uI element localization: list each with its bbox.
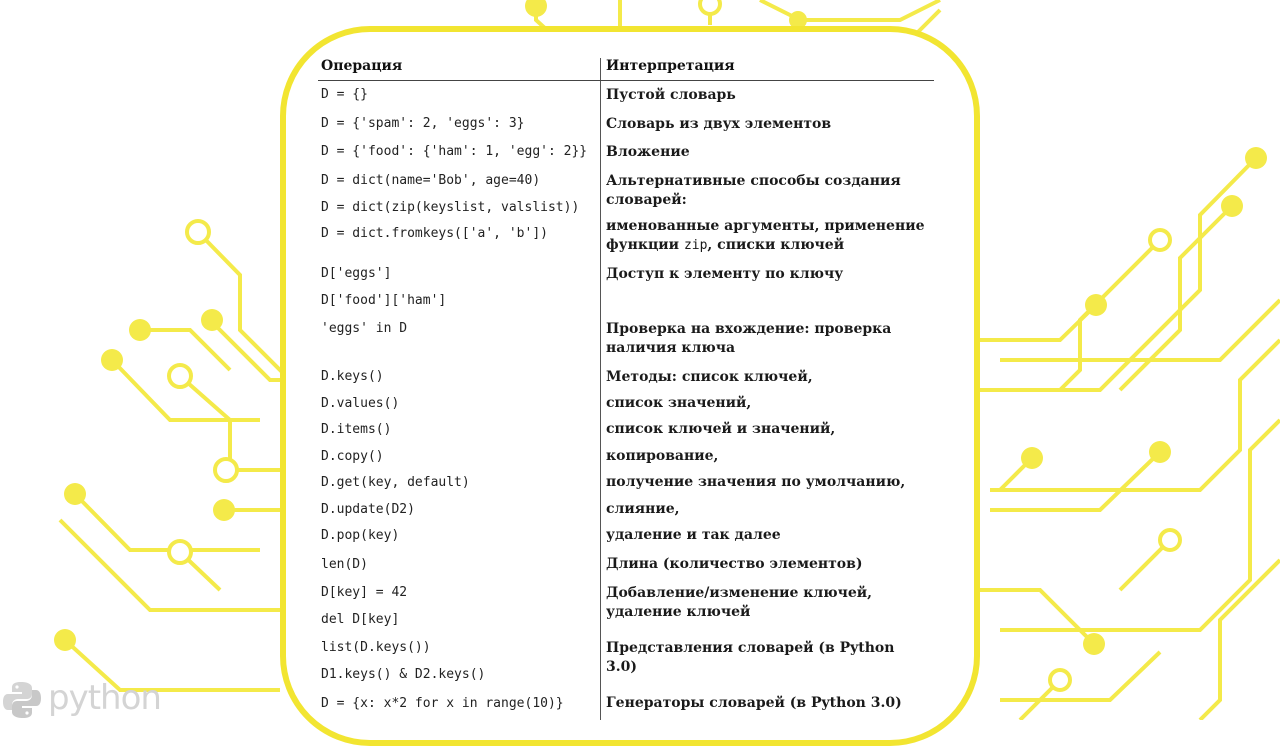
interpretation-row: Методы: список ключей, xyxy=(606,369,813,385)
header-operation: Операция xyxy=(321,58,403,74)
interpretation-row: список значений, xyxy=(606,395,752,411)
interpretation-row: Альтернативные способы создания словарей: xyxy=(606,173,901,208)
op-row: D1.keys() & D2.keys() xyxy=(321,667,486,682)
interpretation-row: Доступ к элементу по ключу xyxy=(606,266,844,282)
op-row: D.values() xyxy=(321,396,400,411)
interpretation-row: копирование, xyxy=(606,448,719,464)
op-row: D.keys() xyxy=(321,369,384,384)
op-row: D = {'spam': 2, 'eggs': 3} xyxy=(321,116,525,131)
op-row: D.get(key, default) xyxy=(321,475,470,490)
python-logo-icon xyxy=(2,680,42,720)
op-row: D = {} xyxy=(321,87,368,102)
op-row: D = dict.fromkeys(['a', 'b']) xyxy=(321,226,548,241)
dictionary-operations-table xyxy=(318,54,934,720)
interpretation-row: получение значения по умолчанию, xyxy=(606,474,906,490)
interpretation-row xyxy=(606,217,926,255)
header-divider xyxy=(318,80,934,81)
interpretation-row: Вложение xyxy=(606,144,690,160)
interpretation-text: именованные аргументы, применение функции xyxy=(606,218,925,253)
interpretation-row: список ключей и значений, xyxy=(606,421,836,437)
op-row: D = dict(zip(keyslist, valslist)) xyxy=(321,200,580,215)
op-row: D[key] = 42 xyxy=(321,585,408,600)
op-row: D = {'food': {'ham': 1, 'egg': 2}} xyxy=(321,144,588,159)
python-logo-text: python xyxy=(48,678,161,718)
op-row: D['eggs'] xyxy=(321,266,392,281)
op-row: D['food']['ham'] xyxy=(321,293,447,308)
interpretation-row: Генераторы словарей (в Python 3.0) xyxy=(606,695,902,711)
interpretation-text: , списки ключей xyxy=(707,237,845,253)
interpretation-row: Словарь из двух элементов xyxy=(606,116,832,132)
op-row: D = dict(name='Bob', age=40) xyxy=(321,173,541,188)
op-row: D.update(D2) xyxy=(321,502,415,517)
op-row: D.pop(key) xyxy=(321,528,400,543)
op-row: D = {x: x*2 for x in range(10)} xyxy=(321,696,564,711)
interpretation-row: Пустой словарь xyxy=(606,87,736,103)
inline-code: zip xyxy=(683,238,708,253)
op-row: D.items() xyxy=(321,422,392,437)
header-interpretation: Интерпретация xyxy=(606,58,735,74)
op-row: D.copy() xyxy=(321,449,384,464)
op-row: len(D) xyxy=(321,557,368,572)
op-row: list(D.keys()) xyxy=(321,640,431,655)
interpretation-row: удаление и так далее xyxy=(606,527,781,543)
column-divider xyxy=(600,58,601,720)
interpretation-row: Представления словарей (в Python 3.0) xyxy=(606,640,895,675)
interpretation-row: Добавление/изменение ключей, удаление ключей xyxy=(606,585,873,620)
interpretation-row: Длина (количество элементов) xyxy=(606,556,863,572)
interpretation-row: Проверка на вхождение: проверка наличия ключа xyxy=(606,321,892,356)
op-row: del D[key] xyxy=(321,612,400,627)
interpretation-row: слияние, xyxy=(606,501,680,517)
op-row: 'eggs' in D xyxy=(321,321,408,336)
